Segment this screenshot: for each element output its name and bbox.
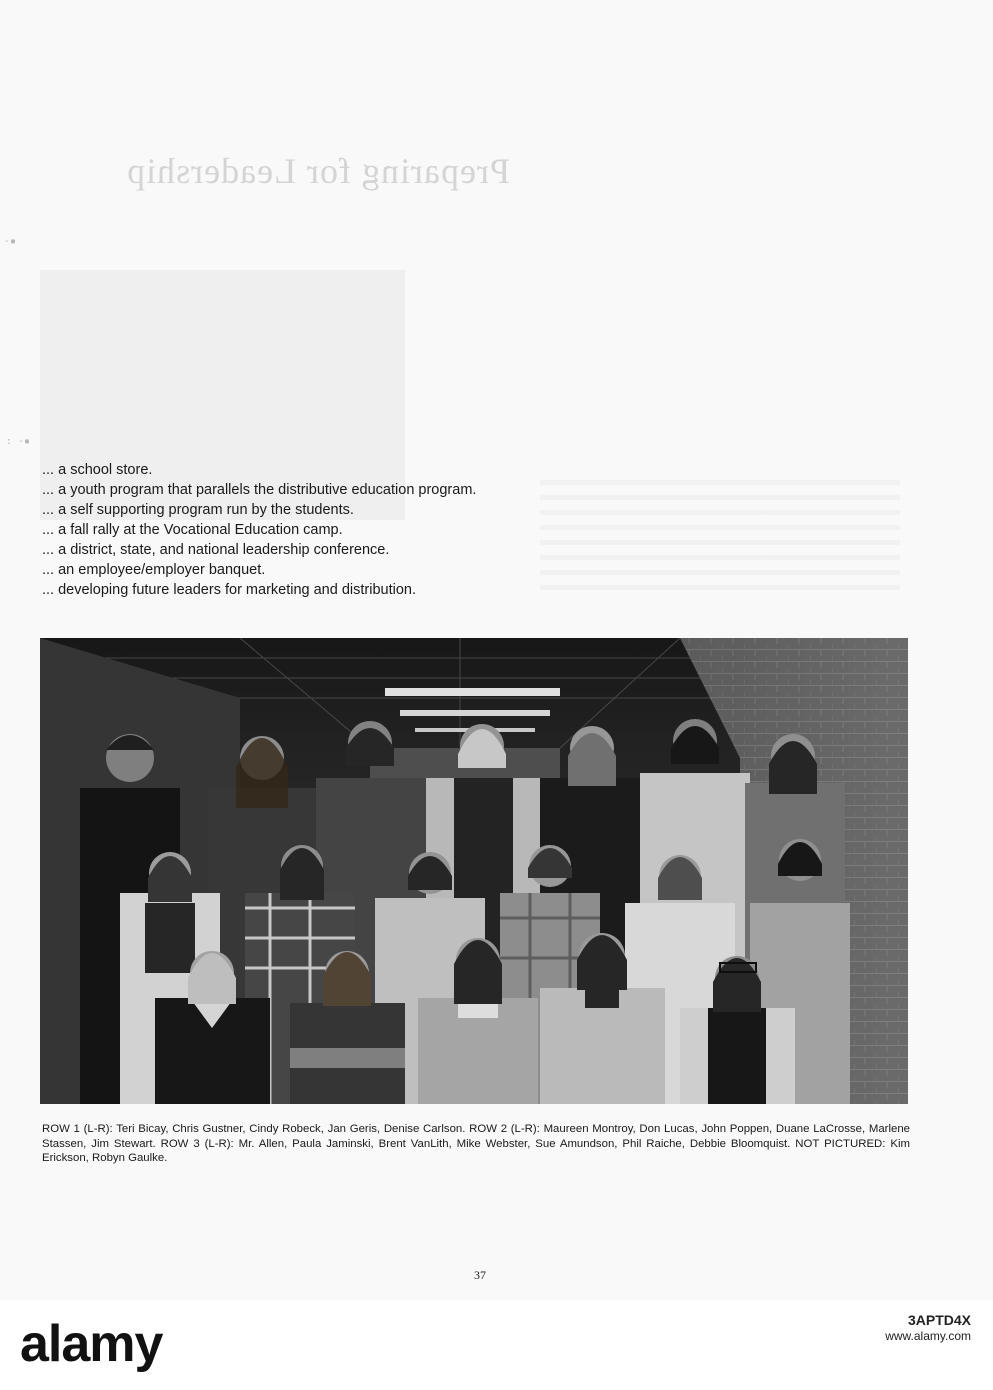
photo-caption: ROW 1 (L-R): Teri Bicay, Chris Gustner, Cindy Robeck, Jan Geris, Denise Carlson. ROW 2 (L-R): Maureen Montroy, Don Lucas, John Poppen, Duane LaCrosse, Marlene Stassen, Jim Stewart. ROW 3 (L-R): Mr. Allen, Paula Jaminski, Brent VanLith, Mike Webster, Sue Amundson, Phil Raiche, Debbie Bloomquist. NOT PICTURED: Kim Erickson, Robyn Gaulke. bbox=[42, 1123, 910, 1164]
bullet-item: ... a youth program that parallels the distributive education program. bbox=[42, 482, 477, 498]
bleed-through-title: Preparing for Leadership bbox=[126, 151, 510, 191]
watermark-footer bbox=[0, 1300, 993, 1390]
site-url: www.alamy.com bbox=[885, 1329, 971, 1343]
group-photo bbox=[40, 638, 908, 1104]
bullet-list bbox=[42, 460, 742, 600]
image-id-block bbox=[885, 1312, 971, 1344]
bullet-item: ... developing future leaders for marketing and distribution. bbox=[42, 582, 416, 598]
image-id: 3APTD4X bbox=[907, 1312, 971, 1328]
alamy-logo: alamy bbox=[20, 1315, 163, 1373]
page-number: 37 bbox=[474, 1268, 486, 1282]
bullet-item: ... a self supporting program run by the students. bbox=[42, 502, 354, 518]
margin-mark: -▪ bbox=[4, 236, 17, 247]
bullet-item: ... an employee/employer banquet. bbox=[42, 562, 266, 578]
bullet-item: ... a school store. bbox=[42, 462, 153, 478]
margin-mark: : -▪ bbox=[6, 436, 31, 447]
bullet-item: ... a district, state, and national leadership conference. bbox=[42, 542, 390, 558]
bullet-item: ... a fall rally at the Vocational Education camp. bbox=[42, 522, 343, 538]
